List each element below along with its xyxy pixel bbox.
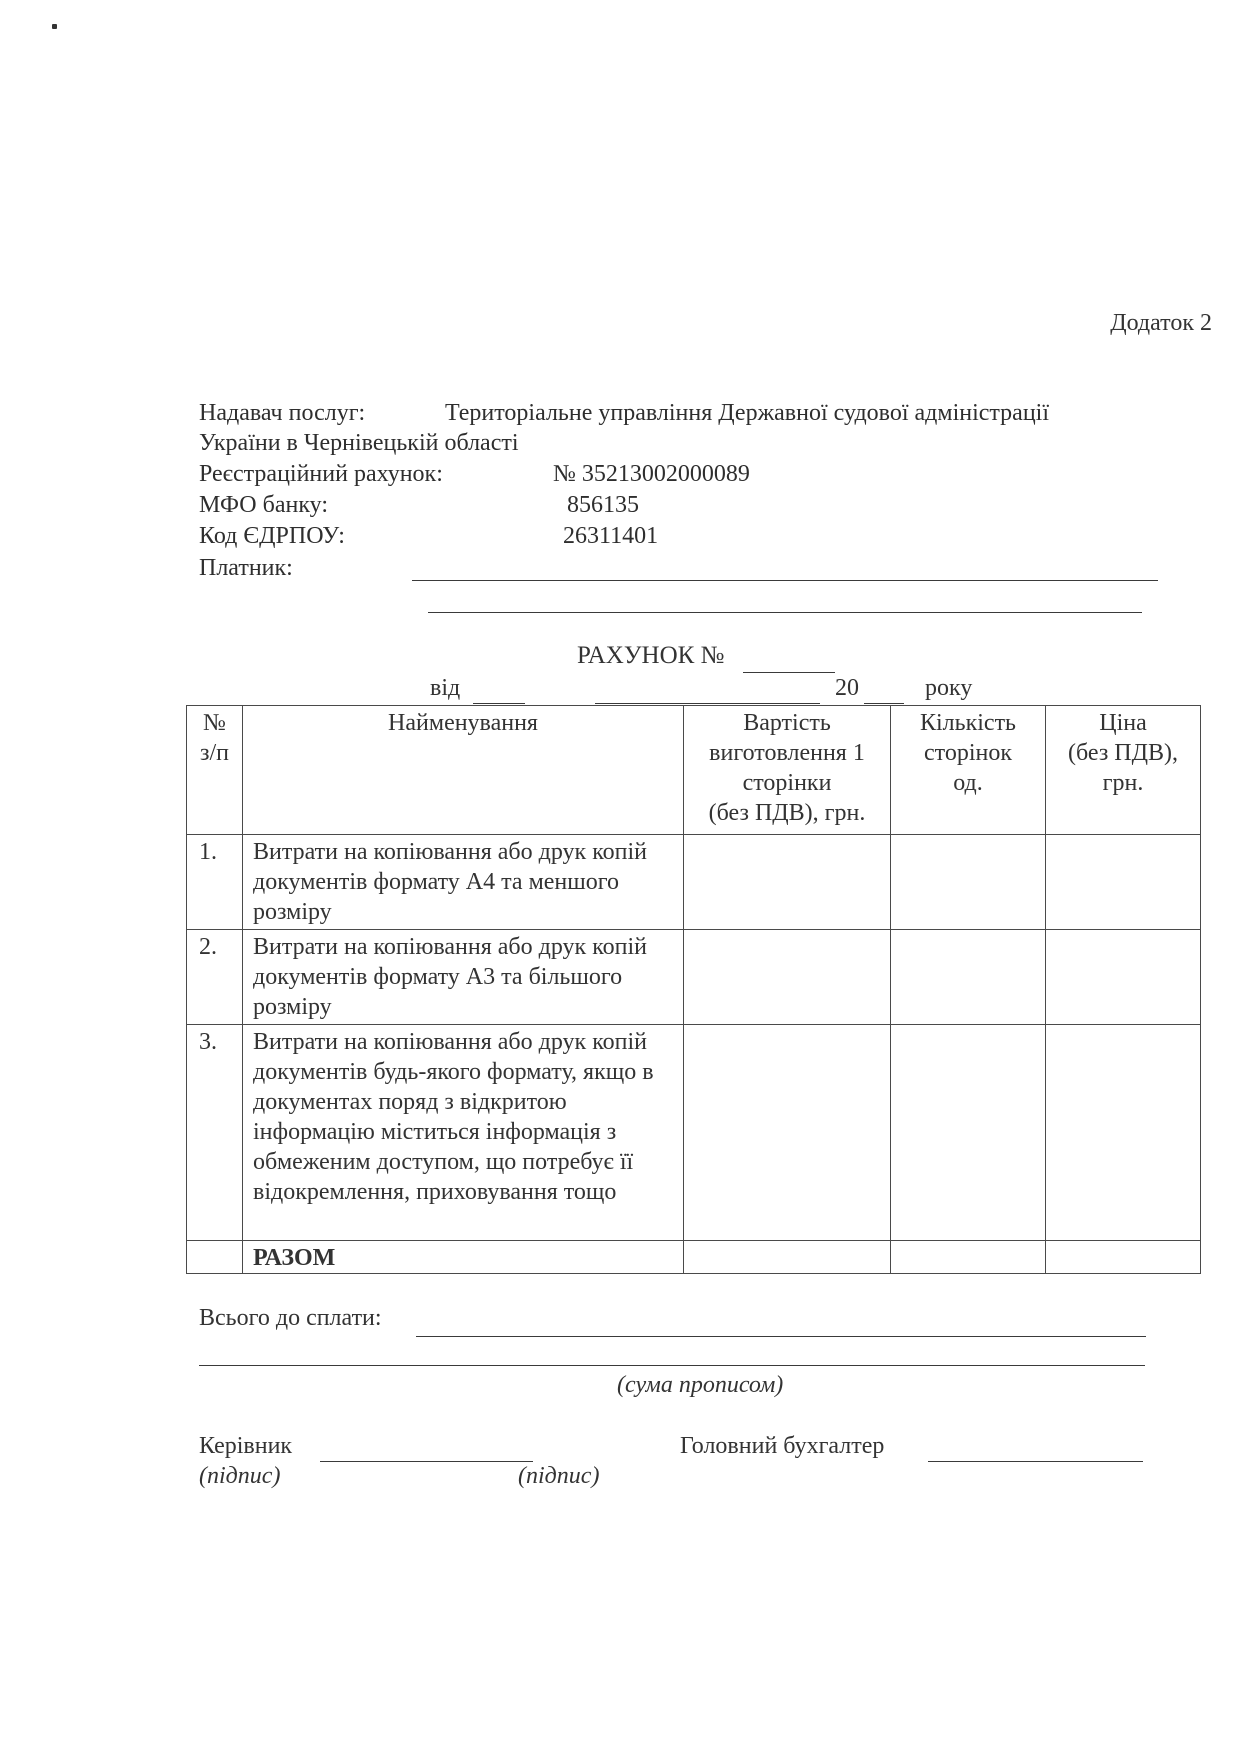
invoice-day-field[interactable] bbox=[473, 703, 525, 704]
row-name: Витрати на копіювання або друк копій документів будь-якого формату, якщо в документах поряд з відкритою інформацію міститься інформація з обмеженим доступом, що потребує її відокремлення, приховування тощо bbox=[243, 1025, 684, 1241]
row-page-count-cell[interactable] bbox=[891, 1025, 1046, 1241]
requisite-value: 856135 bbox=[567, 492, 639, 518]
row-number: 1. bbox=[187, 835, 243, 930]
provider-label: Надавач послуг: bbox=[199, 400, 366, 426]
header-line: грн. bbox=[1102, 770, 1144, 796]
table-row bbox=[187, 930, 1201, 1025]
payer-field-line-2[interactable] bbox=[428, 612, 1142, 613]
invoice-month-field[interactable] bbox=[595, 703, 820, 704]
date-prefix: від bbox=[430, 675, 461, 701]
scan-artifact-dot bbox=[52, 24, 57, 29]
row-number: 3. bbox=[187, 1025, 243, 1241]
table-row bbox=[187, 835, 1201, 930]
row-page-count-cell[interactable] bbox=[891, 835, 1046, 930]
header-line: сторінки bbox=[742, 770, 832, 796]
col-header-unit-cost bbox=[684, 706, 891, 835]
row-price-cell[interactable] bbox=[1046, 930, 1201, 1025]
row-unit-cost-cell[interactable] bbox=[684, 1025, 891, 1241]
total-price-cell[interactable] bbox=[1046, 1241, 1201, 1274]
provider-name-line-1: Територіальне управління Державної судової адміністрації bbox=[445, 400, 1050, 426]
invoice-items-table bbox=[186, 705, 1201, 1274]
total-due-label: Всього до сплати: bbox=[199, 1305, 382, 1331]
year-prefix: 20 bbox=[835, 675, 859, 701]
header-line: № bbox=[203, 710, 226, 736]
payer-field-line-1[interactable] bbox=[412, 580, 1158, 581]
col-header-page-count bbox=[891, 706, 1046, 835]
appendix-label: Додаток 2 bbox=[1110, 310, 1212, 336]
col-header-number bbox=[187, 706, 243, 835]
director-signature-field[interactable] bbox=[320, 1461, 533, 1462]
table-row bbox=[187, 1025, 1201, 1241]
header-line: Ціна bbox=[1099, 710, 1147, 736]
year-suffix: року bbox=[925, 675, 973, 701]
row-number: 2. bbox=[187, 930, 243, 1025]
invoice-year-field[interactable] bbox=[864, 703, 904, 704]
requisite-label: Код ЄДРПОУ: bbox=[199, 523, 345, 549]
header-line: виготовлення 1 bbox=[709, 740, 865, 766]
director-label: Керівник bbox=[199, 1433, 293, 1459]
header-line: од. bbox=[953, 770, 983, 796]
header-line: (без ПДВ), bbox=[1067, 740, 1178, 766]
payer-label: Платник: bbox=[199, 555, 293, 581]
row-page-count-cell[interactable] bbox=[891, 930, 1046, 1025]
table-total-row bbox=[187, 1241, 1201, 1274]
total-unit-cost-cell[interactable] bbox=[684, 1241, 891, 1274]
row-name: Витрати на копіювання або друк копій документів формату А3 та більшого розміру bbox=[243, 930, 684, 1025]
requisite-edrpou-code bbox=[199, 521, 659, 551]
col-header-name bbox=[243, 706, 684, 835]
row-name: Витрати на копіювання або друк копій документів формату А4 та меншого розміру bbox=[243, 835, 684, 930]
row-unit-cost-cell[interactable] bbox=[684, 835, 891, 930]
row-unit-cost-cell[interactable] bbox=[684, 930, 891, 1025]
director-signature-caption: (підпис) bbox=[199, 1463, 281, 1489]
chief-accountant-signature-field[interactable] bbox=[928, 1461, 1143, 1462]
total-due-in-words-field[interactable] bbox=[199, 1365, 1145, 1366]
header-line: (без ПДВ), грн. bbox=[708, 800, 866, 826]
total-due-in-words-caption: (сума прописом) bbox=[617, 1372, 784, 1398]
requisite-bank-mfo bbox=[199, 490, 639, 520]
row-price-cell[interactable] bbox=[1046, 835, 1201, 930]
header-line: Кількість bbox=[919, 710, 1016, 736]
total-row-number bbox=[187, 1241, 243, 1274]
requisite-label: МФО банку: bbox=[199, 492, 328, 518]
provider-line-1 bbox=[199, 398, 1050, 428]
total-due-field[interactable] bbox=[416, 1336, 1146, 1337]
total-row-label: РАЗОМ bbox=[243, 1241, 684, 1274]
table-header-row bbox=[187, 706, 1201, 835]
chief-accountant-label: Головний бухгалтер bbox=[680, 1433, 885, 1459]
requisite-registration-account bbox=[199, 459, 750, 489]
total-page-count-cell[interactable] bbox=[891, 1241, 1046, 1274]
invoice-title bbox=[577, 642, 724, 670]
invoice-title-label: РАХУНОК № bbox=[577, 642, 725, 669]
header-line: з/п bbox=[200, 740, 229, 766]
invoice-number-field[interactable] bbox=[743, 672, 835, 673]
header-line: сторінок bbox=[924, 740, 1012, 766]
chief-accountant-signature-caption: (підпис) bbox=[518, 1463, 600, 1489]
header-line: Вартість bbox=[743, 710, 831, 736]
col-header-price bbox=[1046, 706, 1201, 835]
row-price-cell[interactable] bbox=[1046, 1025, 1201, 1241]
header-line: Найменування bbox=[388, 710, 538, 736]
provider-name-line-2: України в Чернівецькій області bbox=[199, 430, 519, 456]
requisite-label: Реєстраційний рахунок: bbox=[199, 461, 443, 487]
requisite-value: 26311401 bbox=[563, 523, 659, 549]
requisite-value: № 35213002000089 bbox=[553, 461, 750, 487]
